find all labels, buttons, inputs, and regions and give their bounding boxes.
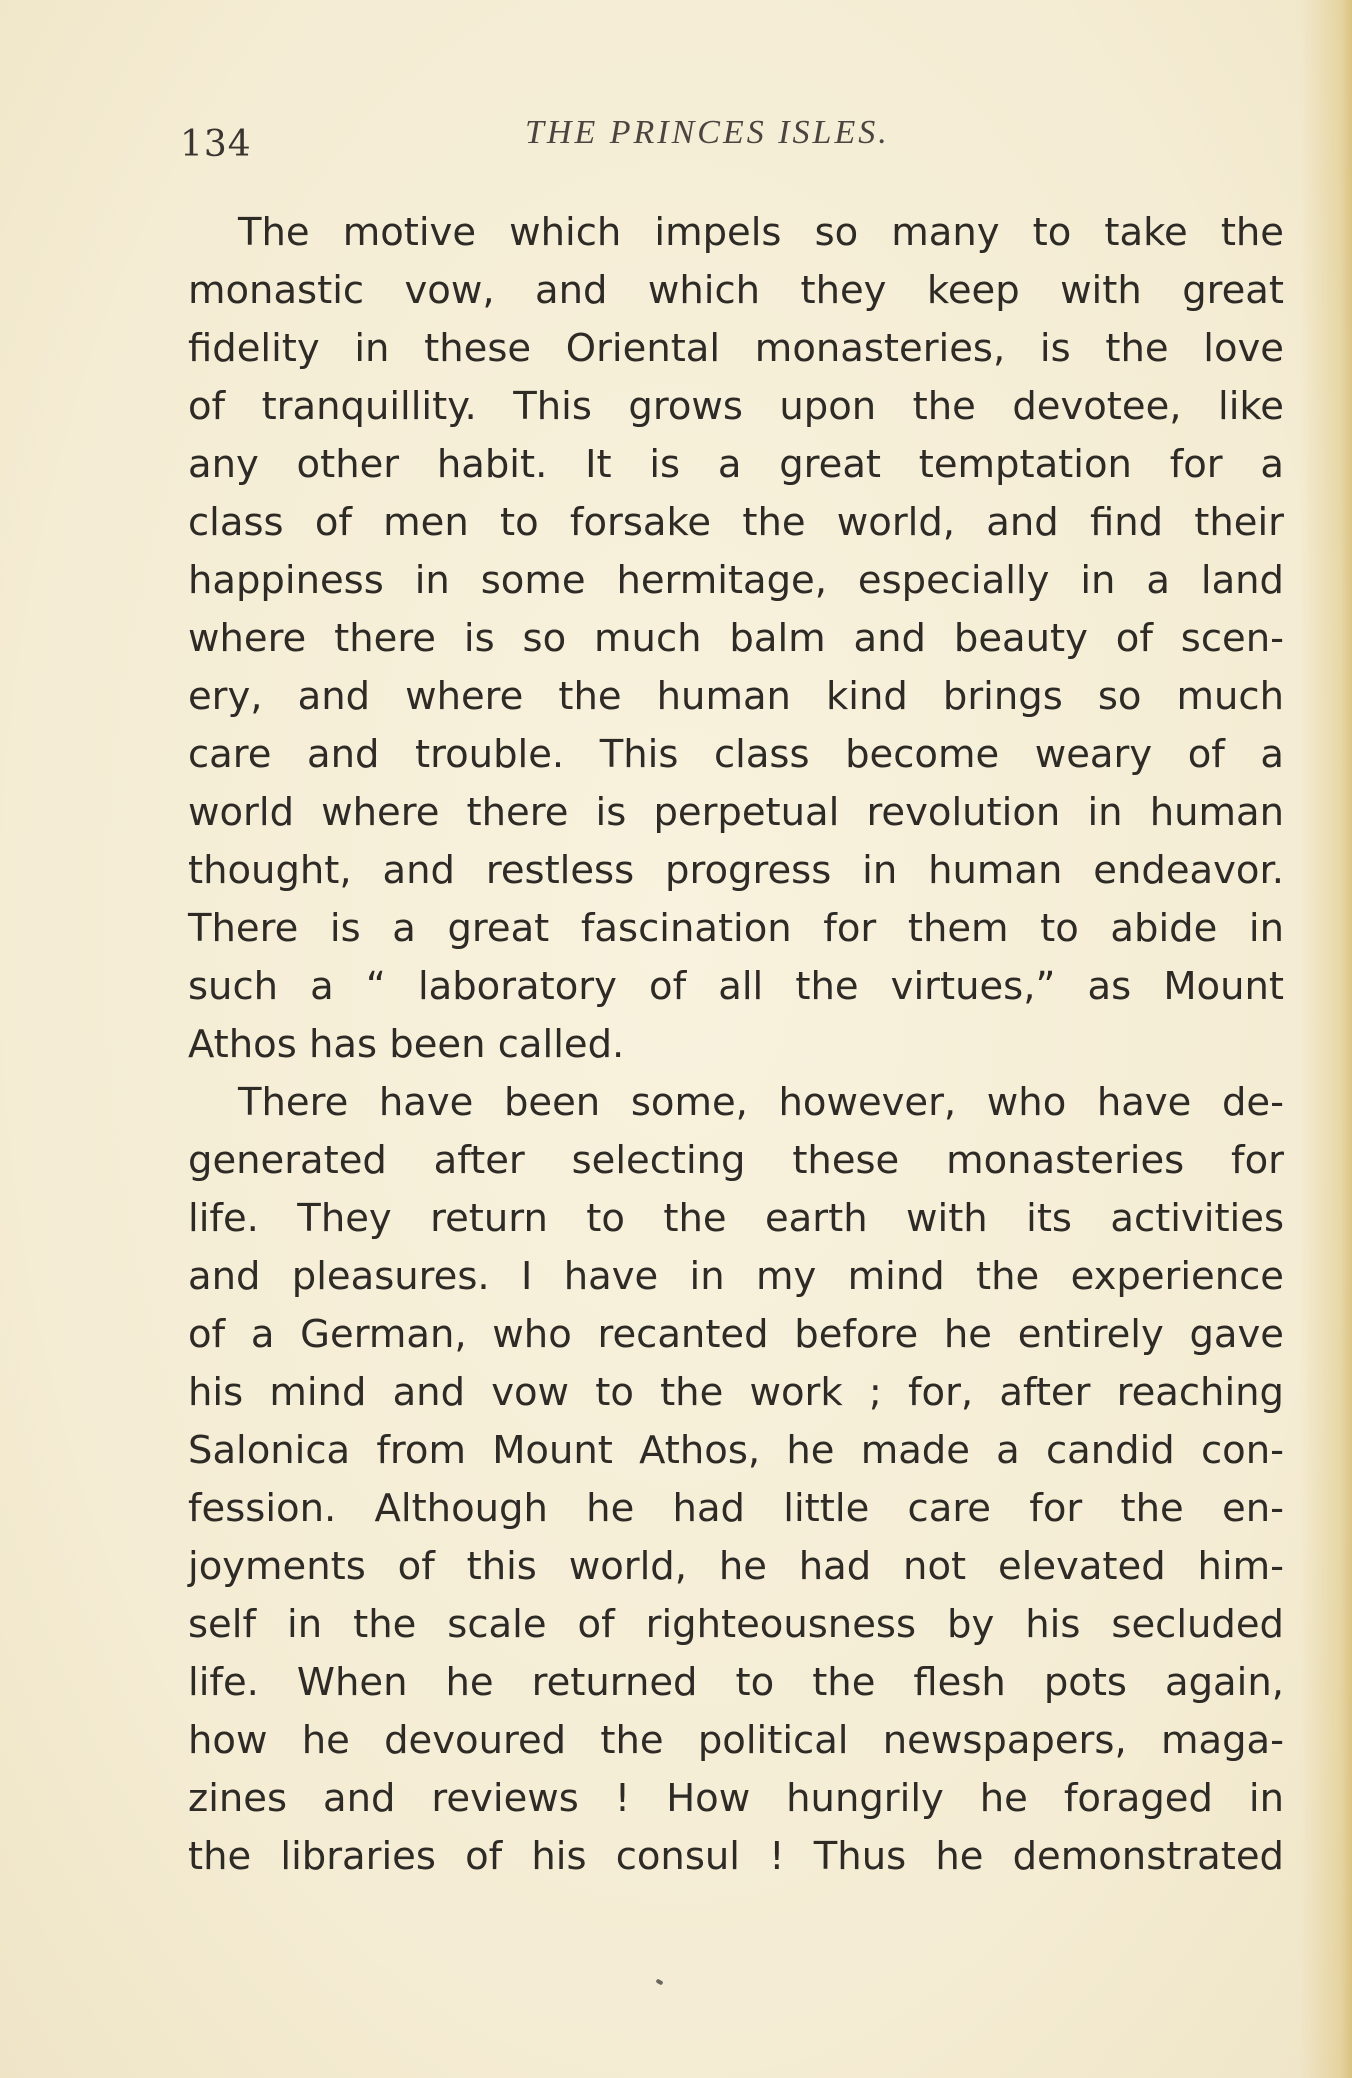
- text-line: There is a great fascination for them to abide in: [188, 906, 1284, 951]
- text-line: ery, and where the human kind brings so much: [188, 674, 1284, 719]
- text-line: happiness in some hermitage, especially in a land: [188, 558, 1284, 603]
- text-line: joyments of this world, he had not elevated him-: [188, 1544, 1284, 1589]
- text-line: Salonica from Mount Athos, he made a candid con-: [188, 1428, 1284, 1473]
- text-line: The motive which impels so many to take the: [238, 210, 1284, 255]
- text-line: such a “ laboratory of all the virtues,” as Mount: [188, 964, 1284, 1009]
- running-head: [0, 110, 1352, 170]
- text-line: thought, and restless progress in human endeavor.: [188, 848, 1284, 893]
- text-line: generated after selecting these monasteries for: [188, 1138, 1284, 1183]
- text-line: his mind and vow to the work ; for, after reaching: [188, 1370, 1284, 1415]
- text-line: the libraries of his consul ! Thus he demonstrated: [188, 1834, 1284, 1879]
- text-line: self in the scale of righteousness by his secluded: [188, 1602, 1284, 1647]
- text-line: Athos has been called.: [188, 1022, 625, 1067]
- page-number: 134: [180, 124, 252, 165]
- text-line: how he devoured the political newspapers, maga-: [188, 1718, 1284, 1763]
- text-line: life. When he returned to the flesh pots again,: [188, 1660, 1284, 1705]
- paragraph-1: [188, 204, 1288, 1074]
- text-line: life. They return to the earth with its activities: [188, 1196, 1284, 1241]
- text-line: class of men to forsake the world, and find their: [188, 500, 1284, 545]
- text-line: any other habit. It is a great temptation for a: [188, 442, 1284, 487]
- text-line: of tranquillity. This grows upon the devotee, like: [188, 384, 1284, 429]
- text-line: fession. Although he had little care for the en-: [188, 1486, 1284, 1531]
- body-text: [188, 204, 1288, 1886]
- paper-speck: [655, 1979, 663, 1986]
- text-line: where there is so much balm and beauty of scen-: [188, 616, 1284, 661]
- text-line: and pleasures. I have in my mind the experience: [188, 1254, 1284, 1299]
- text-line: monastic vow, and which they keep with great: [188, 268, 1284, 313]
- text-line: fidelity in these Oriental monasteries, is the love: [188, 326, 1284, 371]
- text-line: zines and reviews ! How hungrily he foraged in: [188, 1776, 1284, 1821]
- text-line: There have been some, however, who have de-: [238, 1080, 1284, 1125]
- paragraph-2: [188, 1074, 1288, 1886]
- text-line: of a German, who recanted before he entirely gave: [188, 1312, 1284, 1357]
- running-title: THE PRINCES ISLES.: [525, 114, 890, 151]
- text-line: world where there is perpetual revolution in human: [188, 790, 1284, 835]
- text-line: care and trouble. This class become weary of a: [188, 732, 1284, 777]
